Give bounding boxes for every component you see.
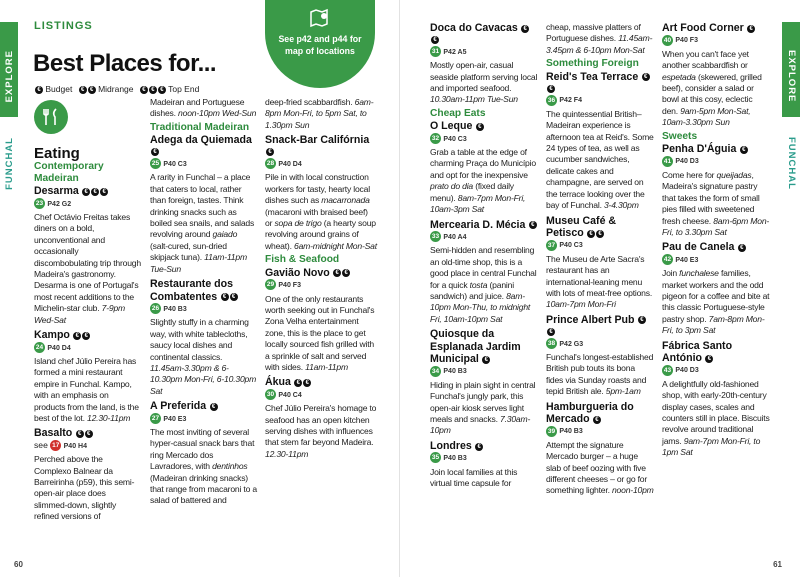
midrange-icon: € [79,86,87,94]
eating-icon [34,100,68,134]
listing-londres: Londres € 35 P40 B3 Join local families at this virtual time capsule for [430,439,518,489]
section-traditional: Traditional Madeiran [150,121,250,133]
price-legend: € Budget € € Midrange € € € Top End [34,84,199,94]
map-pin-icon [309,8,331,28]
funchal-tab: FUNCHAL [0,117,18,217]
section-cheap: Cheap Eats [430,107,486,119]
listing-prince: Prince Albert Pub €€ 38 P42 G3 Funchal's longest-established British pub touts its bona fides via Sunday roasts and tepid British ale. 5pm-1am [546,313,654,397]
listing-desarma: Desarma € € € 23 P42 G2 Chef Octávio Freitas takes diners on a bold, unconventional and occasionally discombobulating trip through Madeira's gastronomy. Desarma is one of Portugal's most recent additions to the Michelin-star club. 7-9pm Wed-Sat [34,185,141,325]
listing-cavacas: Doca do Cavacas €€ 31 P42 A5 Mostly open-air, casual seaside platform serving local and imported seafood. 10.30am-11pm Tue-Sun [430,22,538,105]
section-foreign: Something Foreign [546,58,639,70]
section-fish: Fish & Seafood [265,254,340,266]
listing-quiosque: Quiosque da Esplanada Jardim Municipal € 34 P40 B3 Hiding in plain sight in central Funchal's jungly park, this open-air kiosk serves light meals and snacks. 7.30am-10pm [430,328,536,436]
listing-paucanela: Pau de Canela € 42 P40 E3 Join funchalese families, market workers and the odd pigeon for a coffee and bite at this classic Portuguese-style pastry shop. 7am-8pm Mon-Fri, to 3pm Sat [662,241,770,336]
listing-kampo: Kampo € € 24 P40 D4 Island chef Júlio Pereira has formed a mini restaurant empire in Funchal. Kampo, with an emphasis on products from the land, is the best of the lot. 12.30-11pm [34,329,139,423]
funchal-tab-right: FUNCHAL [782,117,800,217]
listing-penha: Penha D'Águia € 41 P40 D3 Come here for queijadas, Madeira's signature pastry that takes the form of small pies filled with sweetened fresh cheese. 8am-6pm Mon-Fri, to 3.30pm Sat [662,143,770,237]
listing-fabrica: Fábrica Santo António € 43 P40 D3 A delightfully old-fashioned shop, with early-20th-century display cases, scales and counters still in place. Biscuits revolve around traditional jams. 9am-7pm Mon-Fri, to 1pm Sat [662,339,770,458]
explore-tab: EXPLORE [0,22,18,117]
listing-museu: Museu Café & Petisco € € 37 P40 C3 The Museu de Arte Sacra's restaurant has an international-leaning menu with lots of meat-free options. 10am-7pm Mon-Fri [546,214,653,310]
budget-icon: € [35,86,43,94]
section-contemporary: Contemporary Madeiran [34,161,104,184]
section-sweets: Sweets [662,130,698,142]
listing-adega: Adega da Quiemada € 25 P40 C3 A rarity in Funchal – a place that caters to local, rather than foreign, tastes. Think drinking snacks such as boiled sea snails, and salads revolving around gaiado (salt-cured, sun-dried skipjack tuna). 11am-11pm Tue-Sun [150,134,255,274]
column-3: deep-fried scabbardfish. 6am-8pm Mon-Fri, to 5pm Sat, to 1.30pm Sun Snack-Bar Califórnia € 28 P40 D4 Pile in with local construction workers for tasty, hearty local dishes such as macarronada (macaroni with braised beef) or sopa de trigo (a hearty soup revolving around grains of wheat). 6am-midnight Mon-Sat Fish & Seafood Gavião Novo € € 29 P40 F3 One of the only restaurants worth seeking out in Funchal's Zona Velha entertainment zone, this is the place to get locally sourced fish grilled with a sprinkle of salt and served with sides. 11am-11pm Ákua € € 30 P40 C4 Chef Júlio Pereira's homage to seafood has an open kitchen serving dishes with influences that stem far beyond Madeira. 12.30-11pm [265,97,377,459]
column-6 [662,22,770,461]
column-2: Madeiran and Portuguese dishes. noon-10pm Wed-Sun Traditional Madeiran Adega da Quiemada € 25 P40 C3 A rarity in Funchal – a place that caters to local, rather than foreign, tastes. Think drinking snacks such as boiled sea snails, and salads revolving around gaiado (salt-cured, sun-dried skipjack tuna). 11am-11pm Tue-Sun Restaurante dos Combatentes € € 26 P40 B3 Slightly stuffy in a charming way, with white tablecloths, saucy local dishes and continental classics. 11.45am-3.30pm & 6-10.30pm Mon-Fri, 6-10.30pm Sat A Preferida € 27 P40 E3 The most inviting of several hyper-casual snack bars that ring Mercado dos Lavradores, with dentinhos (Madeiran drinking snacks) that range from macaroni to a salad of battered and [150,97,257,506]
column-4 [430,22,538,491]
page-number-right: 61 [773,560,782,569]
listing-akua: Ákua € € 30 P40 C4 Chef Júlio Pereira's homage to seafood has an open kitchen serving dishes with influences that stem far beyond Madeira. 12.30-11pm [265,376,377,459]
listing-basalto: Basalto € € see 17 P40 H4 Perched above the Complexo Balnear da Barreirinha (p59), this semi-open-air place does slimmed-down, slightly refined versions of [34,427,135,522]
eating-heading: Eating [34,145,80,162]
page-number-left: 60 [14,560,23,569]
listing-combatentes: Restaurante dos Combatentes € € 26 P40 B3 Slightly stuffy in a charming way, with white tablecloths, saucy local dishes and continental classics. 11.45am-3.30pm & 6-10.30pm Mon-Fri, 6-10.30pm Sat [150,278,257,396]
listing-preferida: A Preferida € 27 P40 E3 The most inviting of several hyper-casual snack bars that ring Mercado dos Lavradores, with dentinhos (Madeiran drinking snacks) that range from macaroni to a salad of battered and [150,400,257,506]
listing-mercearia: Mercearia D. Mécia € 33 P40 A4 Semi-hidden and resembling an old-time shop, this is a good place in central Funchal for a quick tosta (panini sandwich) and juice. 8am-10pm Mon-Thu, to midnight Fri, 10am-10pm Sat [430,218,537,324]
listing-hamburgueria: Hamburgueria do Mercado € 39 P40 B3 Attempt the signature Mercado burger – a huge slab of beef oozing with five different cheeses – or go for something lighter. noon-10pm [546,400,654,496]
column-1 [34,145,141,525]
explore-tab-right: EXPLORE [782,22,800,117]
listing-leque: O Leque € 32 P40 C3 Grab a table at the edge of charming Praça do Município and opt for the inexpensive prato do dia (fixed daily menu). 8am-7pm Mon-Fri, 10am-3pm Sat [430,120,536,215]
page-title: Best Places for... [33,50,217,77]
map-callout: See p42 and p44 for map of locations [265,0,375,88]
listing-artfood: Art Food Corner € 40 P40 F3 When you can't face yet another scabbardfish or espetada (skewered, grilled beef), consider a salad or bowl at this cosy, eclectic den. 9am-5pm Mon-Sat, 10am-3.30pm Sun [662,22,762,128]
right-page [400,0,800,577]
listing-california: Snack-Bar Califórnia € 28 P40 D4 Pile in with local construction workers for tasty, hearty local dishes such as macarronada (macaroni with braised beef) or sopa de trigo (a hearty soup revolving around grains of wheat). 6am-midnight Mon-Sat [265,134,377,251]
topend-icon: € [140,86,148,94]
column-5: cheap, massive platters of Portuguese dishes. 11.45am-3.45pm & 6-10pm Mon-Sat Something Foreign Reid's Tea Terrace €€ 36 P42 F4 The quintessential British–Madeiran experience is afternoon tea at Reid's. Some 24 types of tea, as well as cucumber sandwiches, delicate cakes and champagne, are served on the terrace looking over the bay of Funchal. 3-4.30pm Museu Café & Petisco € € 37 P40 C3 The Museu de Arte Sacra's restaurant has an international-leaning menu with lots of meat-free options. 10am-7pm Mon-Fri Prince Albert Pub €€ 38 P42 G3 Funchal's longest-established British pub touts its bona fides via Sunday roasts and tepid British ale. 5pm-1am Hamburgueria do Mercado € 39 P40 B3 Attempt the signature Mercado burger – a huge slab of beef oozing with five different cheeses – or go for something lighter. noon-10pm [546,22,654,496]
section-label: LISTINGS [34,20,93,32]
listing-reids: Reid's Tea Terrace €€ 36 P42 F4 The quintessential British–Madeiran experience is afternoon tea at Reid's. Some 24 types of tea, as well as cucumber sandwiches, delicate cakes and champagne, are served on the terrace looking over the bay of Funchal. 3-4.30pm [546,70,654,211]
listing-gaviao: Gavião Novo € € 29 P40 F3 One of the only restaurants worth seeking out in Funchal's Zona Velha entertainment zone, this is the place to get locally sourced fish grilled with a sprinkle of salt and served with sides. 11am-11pm [265,266,375,372]
